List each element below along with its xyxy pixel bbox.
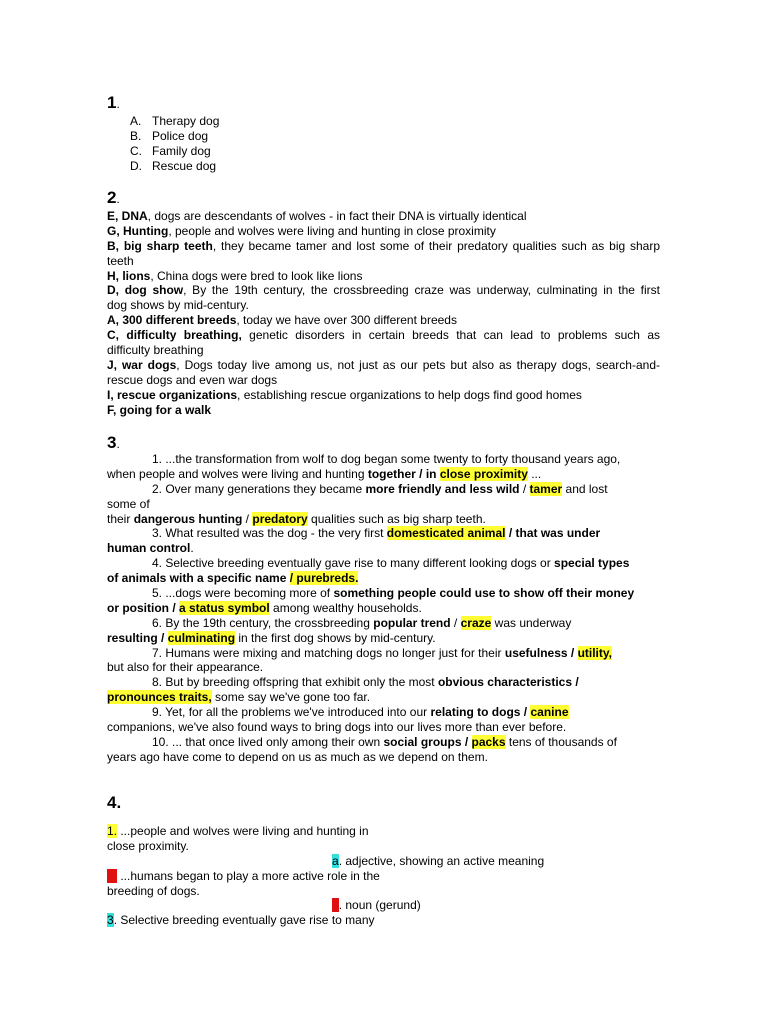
match-answer-a: a. adjective, showing an active meaning: [332, 853, 545, 868]
question-4-heading: [107, 793, 121, 813]
sentence-line: but also for their appearance.: [107, 660, 264, 675]
option-b: B. Police dog: [130, 128, 209, 143]
question-number: 4.: [107, 793, 122, 812]
sentence-line: 8. But by breeding offspring that exhibit only the most obvious characteristics /: [152, 675, 579, 690]
match-item-cont: close proximity.: [107, 838, 189, 853]
answer-row: F, going for a walk: [107, 402, 212, 417]
question-3-heading: 3.: [107, 433, 120, 452]
question-1-options: [130, 114, 219, 174]
match-item-cont: breeding of dogs.: [107, 883, 200, 898]
answer-row: I, rescue organizations, establishing rescue organizations to help dogs find good homes: [107, 387, 582, 402]
sentence-line: 4. Selective breeding eventually gave rise to many different looking dogs or special types: [152, 556, 630, 571]
answer-row: D, dog show, By the 19th century, the crossbreeding craze was underway, culminating in the first: [107, 283, 661, 298]
sentence-line: human control.: [107, 541, 194, 556]
sentence-line: when people and wolves were living and hunting together / in close proximity ...: [107, 466, 542, 481]
answer-row: B, big sharp teeth, they became tamer and lost some of their predatory qualities such as big sharp: [107, 238, 661, 253]
answer-row: A, 300 different breeds, today we have over 300 different breeds: [107, 313, 457, 328]
sentence-line: 9. Yet, for all the problems we've introduced into our relating to dogs / canine: [152, 705, 569, 720]
sentence-line: companions, we've also found ways to bring dogs into our lives more than ever before.: [107, 720, 567, 735]
option-d: D. Rescue dog: [130, 158, 217, 173]
match-item: 2. ...humans began to play a more active role in the: [107, 868, 380, 883]
sentence-line: 5. ...dogs were becoming more of something people could use to show off their money: [152, 586, 635, 601]
answer-row: G, Hunting, people and wolves were living and hunting in close proximity: [107, 223, 496, 238]
sentence-line: pronounces traits, some say we've gone too far.: [107, 690, 371, 705]
sentence-line: 6. By the 19th century, the crossbreeding popular trend / craze was underway: [152, 615, 572, 630]
sentence-line: some of: [107, 496, 150, 511]
sentence-line: resulting / culminating in the first dog shows by mid-century.: [107, 630, 436, 645]
match-item: 3. Selective breeding eventually gave rise to many: [107, 913, 375, 928]
match-answer-b: b. noun (gerund): [332, 898, 421, 913]
sentence-line: years ago have come to depend on us as much as we depend on them.: [107, 749, 488, 764]
sentence-line: their dangerous hunting / predatory qualities such as big sharp teeth.: [107, 511, 486, 526]
question-2-answers: [107, 209, 660, 417]
sentence-line: 2. Over many generations they became more friendly and less wild / tamer and lost: [152, 481, 608, 496]
answer-row-cont: teeth: [107, 253, 134, 268]
question-4-matching: [107, 824, 660, 928]
question-3-sentences: [107, 452, 660, 765]
sentence-line: 10. ... that once lived only among their own social groups / packs tens of thousands of: [152, 734, 617, 749]
question-number: 3: [107, 433, 117, 452]
sentence-line: 7. Humans were mixing and matching dogs no longer just for their usefulness / utility,: [152, 645, 613, 660]
question-number: 2: [107, 188, 117, 207]
option-c: C. Family dog: [130, 143, 211, 158]
answer-row: H, lions, China dogs were bred to look like lions: [107, 268, 363, 283]
sentence-line: 3. What resulted was the dog - the very first domesticated animal / that was under: [152, 526, 601, 541]
option-a: A. Therapy dog: [130, 114, 220, 128]
answer-row-cont: rescue dogs and even war dogs: [107, 372, 278, 387]
sentence-line: or position / a status symbol among wealthy households.: [107, 600, 422, 615]
match-item: 1. ...people and wolves were living and hunting in: [107, 824, 369, 838]
sentence-line: 1. ...the transformation from wolf to dog began some twenty to forty thousand years ago,: [152, 452, 621, 466]
sentence-line: of animals with a specific name / purebreds.: [107, 571, 359, 586]
question-number: 1: [107, 93, 117, 112]
answer-row: C, difficulty breathing, genetic disorders in certain breeds that can lead to problems such as: [107, 328, 660, 343]
question-2-heading: 2.: [107, 188, 120, 207]
answer-row: E, DNA, dogs are descendants of wolves - in fact their DNA is virtually identical: [107, 209, 527, 223]
answer-row: J, war dogs, Dogs today live among us, not just as our pets but also as therapy dogs, search-and-: [107, 357, 660, 372]
question-1-heading: 1.: [107, 93, 120, 112]
answer-row-cont: dog shows by mid-century.: [107, 298, 249, 313]
answer-row-cont: difficulty breathing: [107, 343, 204, 358]
